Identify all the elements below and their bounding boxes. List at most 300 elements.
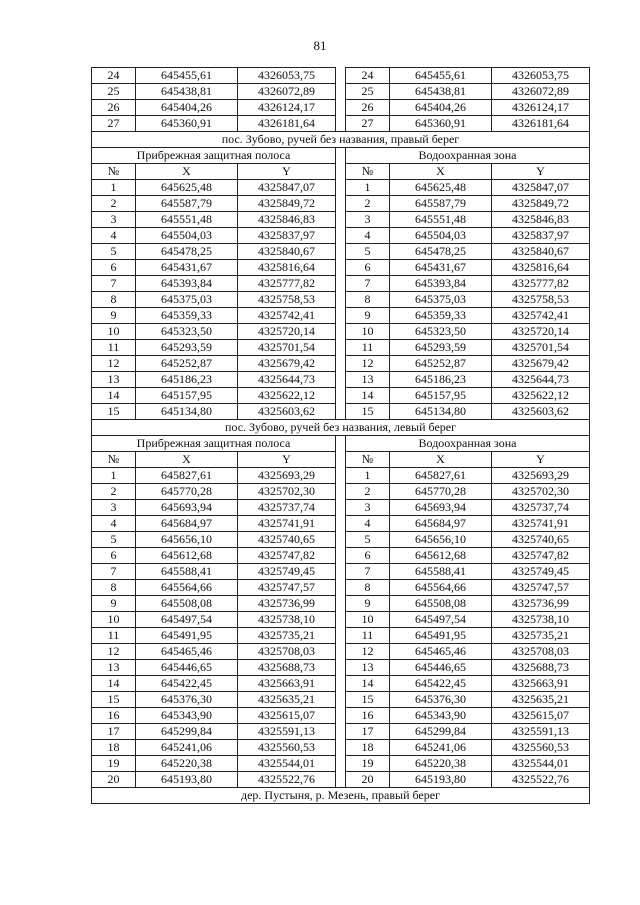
y-coordinate-cell: 4325816,64 [492, 260, 590, 276]
column-header-number: № [346, 452, 390, 468]
table-row [92, 404, 590, 420]
y-coordinate-cell: 4325777,82 [238, 276, 336, 292]
y-coordinate-cell: 4325777,82 [492, 276, 590, 292]
column-gap [336, 708, 346, 724]
column-gap [336, 644, 346, 660]
column-gap [336, 212, 346, 228]
point-number-cell: 5 [92, 532, 136, 548]
x-coordinate-cell: 645491,95 [390, 628, 492, 644]
x-coordinate-cell: 645186,23 [136, 372, 238, 388]
point-number-cell: 7 [92, 564, 136, 580]
point-number-cell: 16 [346, 708, 390, 724]
x-coordinate-cell: 645252,87 [390, 356, 492, 372]
table-row [92, 292, 590, 308]
y-coordinate-cell: 4325591,13 [492, 724, 590, 740]
point-number-cell: 6 [346, 548, 390, 564]
y-coordinate-cell: 4326053,75 [492, 68, 590, 84]
point-number-cell: 3 [92, 212, 136, 228]
y-coordinate-cell: 4325679,42 [492, 356, 590, 372]
y-coordinate-cell: 4325591,13 [238, 724, 336, 740]
x-coordinate-cell: 645455,61 [136, 68, 238, 84]
column-gap [336, 100, 346, 116]
table-row [92, 324, 590, 340]
y-coordinate-cell: 4325522,76 [492, 772, 590, 788]
column-gap [336, 612, 346, 628]
y-coordinate-cell: 4325847,07 [238, 180, 336, 196]
y-coordinate-cell: 4325720,14 [492, 324, 590, 340]
point-number-cell: 12 [346, 644, 390, 660]
table-row [92, 644, 590, 660]
table-row [92, 228, 590, 244]
point-number-cell: 25 [346, 84, 390, 100]
y-coordinate-cell: 4325603,62 [492, 404, 590, 420]
point-number-cell: 7 [346, 564, 390, 580]
x-coordinate-cell: 645241,06 [390, 740, 492, 756]
point-number-cell: 3 [346, 500, 390, 516]
x-coordinate-cell: 645252,87 [136, 356, 238, 372]
column-gap [336, 404, 346, 420]
column-header-y: Y [492, 452, 590, 468]
x-coordinate-cell: 645827,61 [136, 468, 238, 484]
x-coordinate-cell: 645376,30 [390, 692, 492, 708]
point-number-cell: 13 [92, 660, 136, 676]
y-coordinate-cell: 4325749,45 [492, 564, 590, 580]
column-gap [336, 468, 346, 484]
x-coordinate-cell: 645299,84 [136, 724, 238, 740]
table-row [92, 68, 590, 84]
x-coordinate-cell: 645157,95 [136, 388, 238, 404]
y-coordinate-cell: 4325740,65 [492, 532, 590, 548]
y-coordinate-cell: 4325644,73 [238, 372, 336, 388]
point-number-cell: 16 [92, 708, 136, 724]
y-coordinate-cell: 4325560,53 [492, 740, 590, 756]
table-row [92, 548, 590, 564]
point-number-cell: 15 [92, 404, 136, 420]
x-coordinate-cell: 645293,59 [390, 340, 492, 356]
x-coordinate-cell: 645375,03 [390, 292, 492, 308]
column-gap [336, 164, 346, 180]
y-coordinate-cell: 4325758,53 [492, 292, 590, 308]
column-header-x: X [136, 164, 238, 180]
x-coordinate-cell: 645134,80 [136, 404, 238, 420]
column-gap [336, 628, 346, 644]
column-gap [336, 676, 346, 692]
point-number-cell: 3 [92, 500, 136, 516]
point-number-cell: 11 [92, 340, 136, 356]
point-number-cell: 5 [346, 244, 390, 260]
x-coordinate-cell: 645293,59 [136, 340, 238, 356]
x-coordinate-cell: 645465,46 [136, 644, 238, 660]
x-coordinate-cell: 645656,10 [136, 532, 238, 548]
table-row [92, 756, 590, 772]
point-number-cell: 2 [92, 484, 136, 500]
table-row [92, 612, 590, 628]
table-row [92, 484, 590, 500]
coordinates-table [91, 67, 590, 804]
y-coordinate-cell: 4325849,72 [238, 196, 336, 212]
column-gap [336, 548, 346, 564]
column-gap [336, 772, 346, 788]
y-coordinate-cell: 4325708,03 [238, 644, 336, 660]
x-coordinate-cell: 645497,54 [136, 612, 238, 628]
y-coordinate-cell: 4325544,01 [492, 756, 590, 772]
column-gap [336, 724, 346, 740]
table-row [92, 628, 590, 644]
x-coordinate-cell: 645684,97 [390, 516, 492, 532]
x-coordinate-cell: 645612,68 [390, 548, 492, 564]
x-coordinate-cell: 645455,61 [390, 68, 492, 84]
y-coordinate-cell: 4326181,64 [492, 116, 590, 132]
x-coordinate-cell: 645504,03 [136, 228, 238, 244]
x-coordinate-cell: 645375,03 [136, 292, 238, 308]
point-number-cell: 6 [346, 260, 390, 276]
y-coordinate-cell: 4325720,14 [238, 324, 336, 340]
x-coordinate-cell: 645693,94 [136, 500, 238, 516]
column-gap [336, 148, 346, 164]
x-coordinate-cell: 645376,30 [136, 692, 238, 708]
y-coordinate-cell: 4325747,82 [238, 548, 336, 564]
column-gap [336, 276, 346, 292]
y-coordinate-cell: 4325738,10 [238, 612, 336, 628]
y-coordinate-cell: 4326124,17 [238, 100, 336, 116]
y-coordinate-cell: 4325635,21 [238, 692, 336, 708]
table-row [92, 84, 590, 100]
point-number-cell: 8 [346, 292, 390, 308]
column-gap [336, 756, 346, 772]
column-gap [336, 692, 346, 708]
point-number-cell: 5 [92, 244, 136, 260]
table-row [92, 676, 590, 692]
column-gap [336, 292, 346, 308]
y-coordinate-cell: 4325758,53 [238, 292, 336, 308]
y-coordinate-cell: 4325663,91 [492, 676, 590, 692]
point-number-cell: 1 [346, 468, 390, 484]
column-gap [336, 116, 346, 132]
table-row [92, 356, 590, 372]
column-header-x: X [390, 164, 492, 180]
coordinates-table-body [92, 68, 590, 804]
point-number-cell: 10 [346, 324, 390, 340]
y-coordinate-cell: 4325615,07 [492, 708, 590, 724]
y-coordinate-cell: 4325603,62 [238, 404, 336, 420]
y-coordinate-cell: 4325688,73 [238, 660, 336, 676]
y-coordinate-cell: 4325702,30 [238, 484, 336, 500]
y-coordinate-cell: 4325742,41 [238, 308, 336, 324]
point-number-cell: 14 [92, 388, 136, 404]
x-coordinate-cell: 645508,08 [136, 596, 238, 612]
y-coordinate-cell: 4325738,10 [492, 612, 590, 628]
column-gap [336, 180, 346, 196]
point-number-cell: 4 [92, 228, 136, 244]
y-coordinate-cell: 4325846,83 [492, 212, 590, 228]
point-number-cell: 2 [92, 196, 136, 212]
y-coordinate-cell: 4325708,03 [492, 644, 590, 660]
column-gap [336, 452, 346, 468]
point-number-cell: 15 [346, 692, 390, 708]
section-title-row [92, 132, 590, 148]
column-gap [336, 244, 346, 260]
x-coordinate-cell: 645299,84 [390, 724, 492, 740]
x-coordinate-cell: 645478,25 [136, 244, 238, 260]
y-coordinate-cell: 4325816,64 [238, 260, 336, 276]
y-coordinate-cell: 4325846,83 [238, 212, 336, 228]
x-coordinate-cell: 645438,81 [136, 84, 238, 100]
column-gap [336, 68, 346, 84]
table-row [92, 660, 590, 676]
table-row [92, 276, 590, 292]
table-row [92, 596, 590, 612]
column-gap [336, 740, 346, 756]
point-number-cell: 18 [92, 740, 136, 756]
point-number-cell: 8 [346, 580, 390, 596]
x-coordinate-cell: 645343,90 [136, 708, 238, 724]
x-coordinate-cell: 645564,66 [136, 580, 238, 596]
x-coordinate-cell: 645684,97 [136, 516, 238, 532]
page-number: 81 [313, 38, 327, 53]
table-row [92, 244, 590, 260]
point-number-cell: 6 [92, 260, 136, 276]
column-header-y: Y [238, 164, 336, 180]
point-number-cell: 6 [92, 548, 136, 564]
x-coordinate-cell: 645404,26 [390, 100, 492, 116]
x-coordinate-cell: 645491,95 [136, 628, 238, 644]
point-number-cell: 13 [92, 372, 136, 388]
y-coordinate-cell: 4325747,57 [492, 580, 590, 596]
table-row [92, 212, 590, 228]
point-number-cell: 8 [92, 292, 136, 308]
table-row [92, 196, 590, 212]
x-coordinate-cell: 645422,45 [136, 676, 238, 692]
x-coordinate-cell: 645323,50 [390, 324, 492, 340]
point-number-cell: 5 [346, 532, 390, 548]
x-coordinate-cell: 645186,23 [390, 372, 492, 388]
y-coordinate-cell: 4325688,73 [492, 660, 590, 676]
x-coordinate-cell: 645625,48 [136, 180, 238, 196]
table-row [92, 708, 590, 724]
point-number-cell: 2 [346, 196, 390, 212]
column-gap [336, 484, 346, 500]
point-number-cell: 24 [92, 68, 136, 84]
x-coordinate-cell: 645193,80 [136, 772, 238, 788]
y-coordinate-cell: 4325522,76 [238, 772, 336, 788]
column-header-number: № [346, 164, 390, 180]
x-coordinate-cell: 645478,25 [390, 244, 492, 260]
section-title: пос. Зубово, ручей без названия, правый берег [92, 132, 590, 148]
point-number-cell: 3 [346, 212, 390, 228]
point-number-cell: 10 [92, 612, 136, 628]
column-gap [336, 196, 346, 212]
y-coordinate-cell: 4326181,64 [238, 116, 336, 132]
x-coordinate-cell: 645625,48 [390, 180, 492, 196]
x-coordinate-cell: 645551,48 [390, 212, 492, 228]
point-number-cell: 20 [346, 772, 390, 788]
column-gap [336, 660, 346, 676]
x-coordinate-cell: 645693,94 [390, 500, 492, 516]
y-coordinate-cell: 4326072,89 [492, 84, 590, 100]
table-row [92, 564, 590, 580]
table-row [92, 100, 590, 116]
table-row [92, 308, 590, 324]
y-coordinate-cell: 4325737,74 [238, 500, 336, 516]
column-header-number: № [92, 164, 136, 180]
y-coordinate-cell: 4325701,54 [238, 340, 336, 356]
point-number-cell: 11 [92, 628, 136, 644]
x-coordinate-cell: 645770,28 [390, 484, 492, 500]
table-row [92, 180, 590, 196]
x-coordinate-cell: 645446,65 [390, 660, 492, 676]
point-number-cell: 11 [346, 340, 390, 356]
y-coordinate-cell: 4325849,72 [492, 196, 590, 212]
y-coordinate-cell: 4325663,91 [238, 676, 336, 692]
y-coordinate-cell: 4325735,21 [492, 628, 590, 644]
section-title-row [92, 420, 590, 436]
column-gap [336, 228, 346, 244]
column-gap [336, 356, 346, 372]
point-number-cell: 25 [92, 84, 136, 100]
x-coordinate-cell: 645157,95 [390, 388, 492, 404]
y-coordinate-cell: 4325740,65 [238, 532, 336, 548]
y-coordinate-cell: 4325737,74 [492, 500, 590, 516]
point-number-cell: 12 [346, 356, 390, 372]
x-coordinate-cell: 645193,80 [390, 772, 492, 788]
y-coordinate-cell: 4325742,41 [492, 308, 590, 324]
section-title-row [92, 788, 590, 804]
point-number-cell: 8 [92, 580, 136, 596]
point-number-cell: 13 [346, 372, 390, 388]
point-number-cell: 14 [92, 676, 136, 692]
y-coordinate-cell: 4325635,21 [492, 692, 590, 708]
table-row [92, 692, 590, 708]
point-number-cell: 26 [346, 100, 390, 116]
y-coordinate-cell: 4325544,01 [238, 756, 336, 772]
x-coordinate-cell: 645431,67 [390, 260, 492, 276]
y-coordinate-cell: 4325837,97 [238, 228, 336, 244]
point-number-cell: 7 [92, 276, 136, 292]
y-coordinate-cell: 4325840,67 [492, 244, 590, 260]
column-gap [336, 324, 346, 340]
point-number-cell: 9 [346, 596, 390, 612]
column-header-y: Y [238, 452, 336, 468]
x-coordinate-cell: 645497,54 [390, 612, 492, 628]
point-number-cell: 4 [346, 228, 390, 244]
point-number-cell: 18 [346, 740, 390, 756]
point-number-cell: 19 [92, 756, 136, 772]
point-number-cell: 17 [92, 724, 136, 740]
table-row [92, 340, 590, 356]
y-coordinate-cell: 4325747,57 [238, 580, 336, 596]
point-number-cell: 1 [346, 180, 390, 196]
y-coordinate-cell: 4325736,99 [492, 596, 590, 612]
point-number-cell: 10 [346, 612, 390, 628]
zone-title-left: Прибрежная защитная полоса [92, 436, 336, 452]
y-coordinate-cell: 4326053,75 [238, 68, 336, 84]
x-coordinate-cell: 645612,68 [136, 548, 238, 564]
point-number-cell: 4 [346, 516, 390, 532]
x-coordinate-cell: 645359,33 [390, 308, 492, 324]
column-gap [336, 596, 346, 612]
x-coordinate-cell: 645656,10 [390, 532, 492, 548]
column-header-row [92, 164, 590, 180]
y-coordinate-cell: 4325693,29 [492, 468, 590, 484]
y-coordinate-cell: 4325749,45 [238, 564, 336, 580]
column-gap [336, 84, 346, 100]
column-gap [336, 516, 346, 532]
x-coordinate-cell: 645431,67 [136, 260, 238, 276]
column-header-number: № [92, 452, 136, 468]
x-coordinate-cell: 645220,38 [390, 756, 492, 772]
column-header-x: X [136, 452, 238, 468]
point-number-cell: 13 [346, 660, 390, 676]
y-coordinate-cell: 4325560,53 [238, 740, 336, 756]
y-coordinate-cell: 4325736,99 [238, 596, 336, 612]
point-number-cell: 24 [346, 68, 390, 84]
column-gap [336, 340, 346, 356]
y-coordinate-cell: 4325735,21 [238, 628, 336, 644]
y-coordinate-cell: 4325741,91 [492, 516, 590, 532]
table-row [92, 580, 590, 596]
x-coordinate-cell: 645393,84 [136, 276, 238, 292]
point-number-cell: 7 [346, 276, 390, 292]
table-row [92, 740, 590, 756]
x-coordinate-cell: 645343,90 [390, 708, 492, 724]
column-gap [336, 500, 346, 516]
point-number-cell: 14 [346, 676, 390, 692]
x-coordinate-cell: 645588,41 [136, 564, 238, 580]
table-row [92, 516, 590, 532]
zone-title-right: Водоохранная зона [346, 148, 590, 164]
point-number-cell: 11 [346, 628, 390, 644]
x-coordinate-cell: 645446,65 [136, 660, 238, 676]
x-coordinate-cell: 645588,41 [390, 564, 492, 580]
point-number-cell: 12 [92, 356, 136, 372]
table-row [92, 500, 590, 516]
x-coordinate-cell: 645438,81 [390, 84, 492, 100]
point-number-cell: 27 [92, 116, 136, 132]
column-gap [336, 388, 346, 404]
y-coordinate-cell: 4325747,82 [492, 548, 590, 564]
y-coordinate-cell: 4325693,29 [238, 468, 336, 484]
y-coordinate-cell: 4325644,73 [492, 372, 590, 388]
point-number-cell: 27 [346, 116, 390, 132]
y-coordinate-cell: 4325679,42 [238, 356, 336, 372]
x-coordinate-cell: 645587,79 [136, 196, 238, 212]
x-coordinate-cell: 645220,38 [136, 756, 238, 772]
y-coordinate-cell: 4325622,12 [238, 388, 336, 404]
zone-header-row [92, 148, 590, 164]
table-row [92, 772, 590, 788]
point-number-cell: 15 [346, 404, 390, 420]
x-coordinate-cell: 645404,26 [136, 100, 238, 116]
point-number-cell: 15 [92, 692, 136, 708]
x-coordinate-cell: 645422,45 [390, 676, 492, 692]
point-number-cell: 12 [92, 644, 136, 660]
point-number-cell: 17 [346, 724, 390, 740]
y-coordinate-cell: 4325840,67 [238, 244, 336, 260]
y-coordinate-cell: 4325615,07 [238, 708, 336, 724]
column-gap [336, 260, 346, 276]
column-gap [336, 308, 346, 324]
x-coordinate-cell: 645770,28 [136, 484, 238, 500]
zone-header-row [92, 436, 590, 452]
x-coordinate-cell: 645508,08 [390, 596, 492, 612]
y-coordinate-cell: 4325702,30 [492, 484, 590, 500]
column-gap [336, 564, 346, 580]
column-gap [336, 372, 346, 388]
x-coordinate-cell: 645551,48 [136, 212, 238, 228]
x-coordinate-cell: 645323,50 [136, 324, 238, 340]
table-row [92, 532, 590, 548]
x-coordinate-cell: 645360,91 [136, 116, 238, 132]
